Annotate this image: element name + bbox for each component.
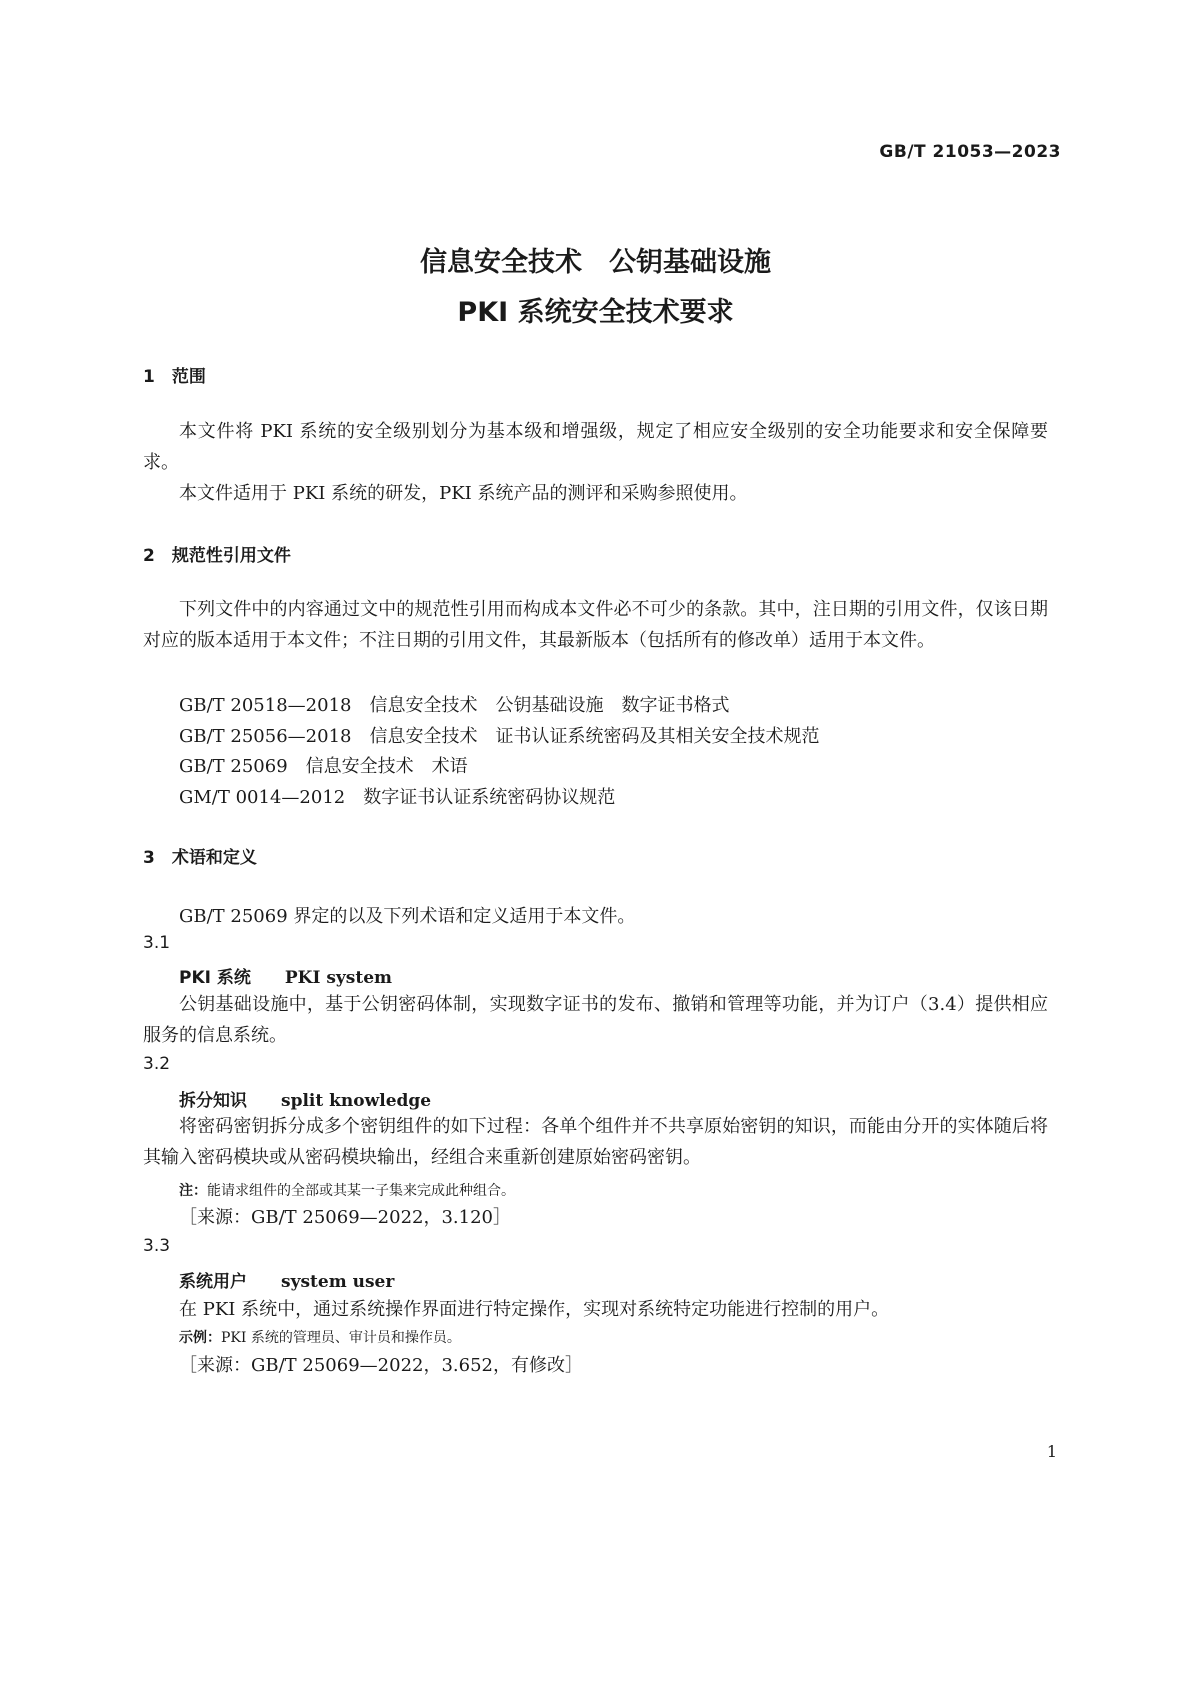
example-label: 示例： <box>179 1330 221 1346</box>
section-1-heading: 1 范围 <box>143 367 206 387</box>
term-note <box>179 1180 515 1200</box>
title-line-1: 信息安全技术 公钥基础设施 <box>420 247 771 278</box>
term-definition: 将密码密钥拆分成多个密钥组件的如下过程：各单个组件并不共享原始密钥的知识，而能由分开的实体随后将其输入密码模块或从密码模块输出，经组合来重新创建原始密码密钥。 <box>143 1116 1048 1168</box>
term-chinese: 系统用户 <box>179 1272 247 1292</box>
section-3-heading: 3 术语和定义 <box>143 848 257 868</box>
example-text: PKI 系统的管理员、审计员和操作员。 <box>221 1330 461 1346</box>
term-heading <box>179 1267 394 1292</box>
document-title <box>0 238 1191 338</box>
term-chinese: 拆分知识 <box>179 1091 247 1111</box>
section-1-paragraph-2: 本文件适用于 PKI 系统的研发，PKI 系统产品的测评和采购参照使用。 <box>179 483 748 504</box>
term-number: 3.2 <box>143 1054 171 1074</box>
term-source: ［来源：GB/T 25069—2022，3.120］ <box>179 1207 511 1228</box>
term-heading <box>179 1086 431 1111</box>
term-heading <box>179 963 392 988</box>
section-2-heading: 2 规范性引用文件 <box>143 546 291 566</box>
title-line-2: PKI 系统安全技术要求 <box>457 297 734 328</box>
normative-reference: GB/T 20518—2018 信息安全技术 公钥基础设施 数字证书格式 <box>179 695 730 716</box>
term-english: split knowledge <box>281 1091 432 1111</box>
section-1-paragraph-1: 本文件将 PKI 系统的安全级别划分为基本级和增强级，规定了相应安全级别的安全功能要求和安全保障要求。 <box>143 421 1048 473</box>
section-3-intro: GB/T 25069 界定的以及下列术语和定义适用于本文件。 <box>179 906 636 927</box>
term-definition: 在 PKI 系统中，通过系统操作界面进行特定操作，实现对系统特定功能进行控制的用户。 <box>179 1299 890 1320</box>
normative-reference: GB/T 25069 信息安全技术 术语 <box>179 756 468 777</box>
page-number: 1 <box>1046 1442 1057 1461</box>
term-english: PKI system <box>284 968 392 988</box>
term-example <box>179 1327 461 1347</box>
section-2-paragraph-1: 下列文件中的内容通过文中的规范性引用而构成本文件必不可少的条款。其中，注日期的引用文件，仅该日期对应的版本适用于本文件；不注日期的引用文件，其最新版本（包括所有的修改单）适用于本文件。 <box>143 599 1048 651</box>
term-source: ［来源：GB/T 25069—2022，3.652，有修改］ <box>179 1355 583 1376</box>
term-number: 3.1 <box>143 933 171 953</box>
term-number: 3.3 <box>143 1236 171 1256</box>
standard-code: GB/T 21053—2023 <box>879 142 1061 162</box>
note-label: 注： <box>179 1183 207 1199</box>
normative-reference: GM/T 0014—2012 数字证书认证系统密码协议规范 <box>179 787 616 808</box>
term-english: system user <box>281 1272 395 1292</box>
normative-reference: GB/T 25056—2018 信息安全技术 证书认证系统密码及其相关安全技术规范 <box>179 726 820 747</box>
term-chinese: PKI 系统 <box>179 968 251 988</box>
note-text: 能请求组件的全部或其某一子集来完成此种组合。 <box>207 1183 515 1199</box>
term-definition: 公钥基础设施中，基于公钥密码体制，实现数字证书的发布、撤销和管理等功能，并为订户（3.4）提供相应服务的信息系统。 <box>143 994 1048 1046</box>
